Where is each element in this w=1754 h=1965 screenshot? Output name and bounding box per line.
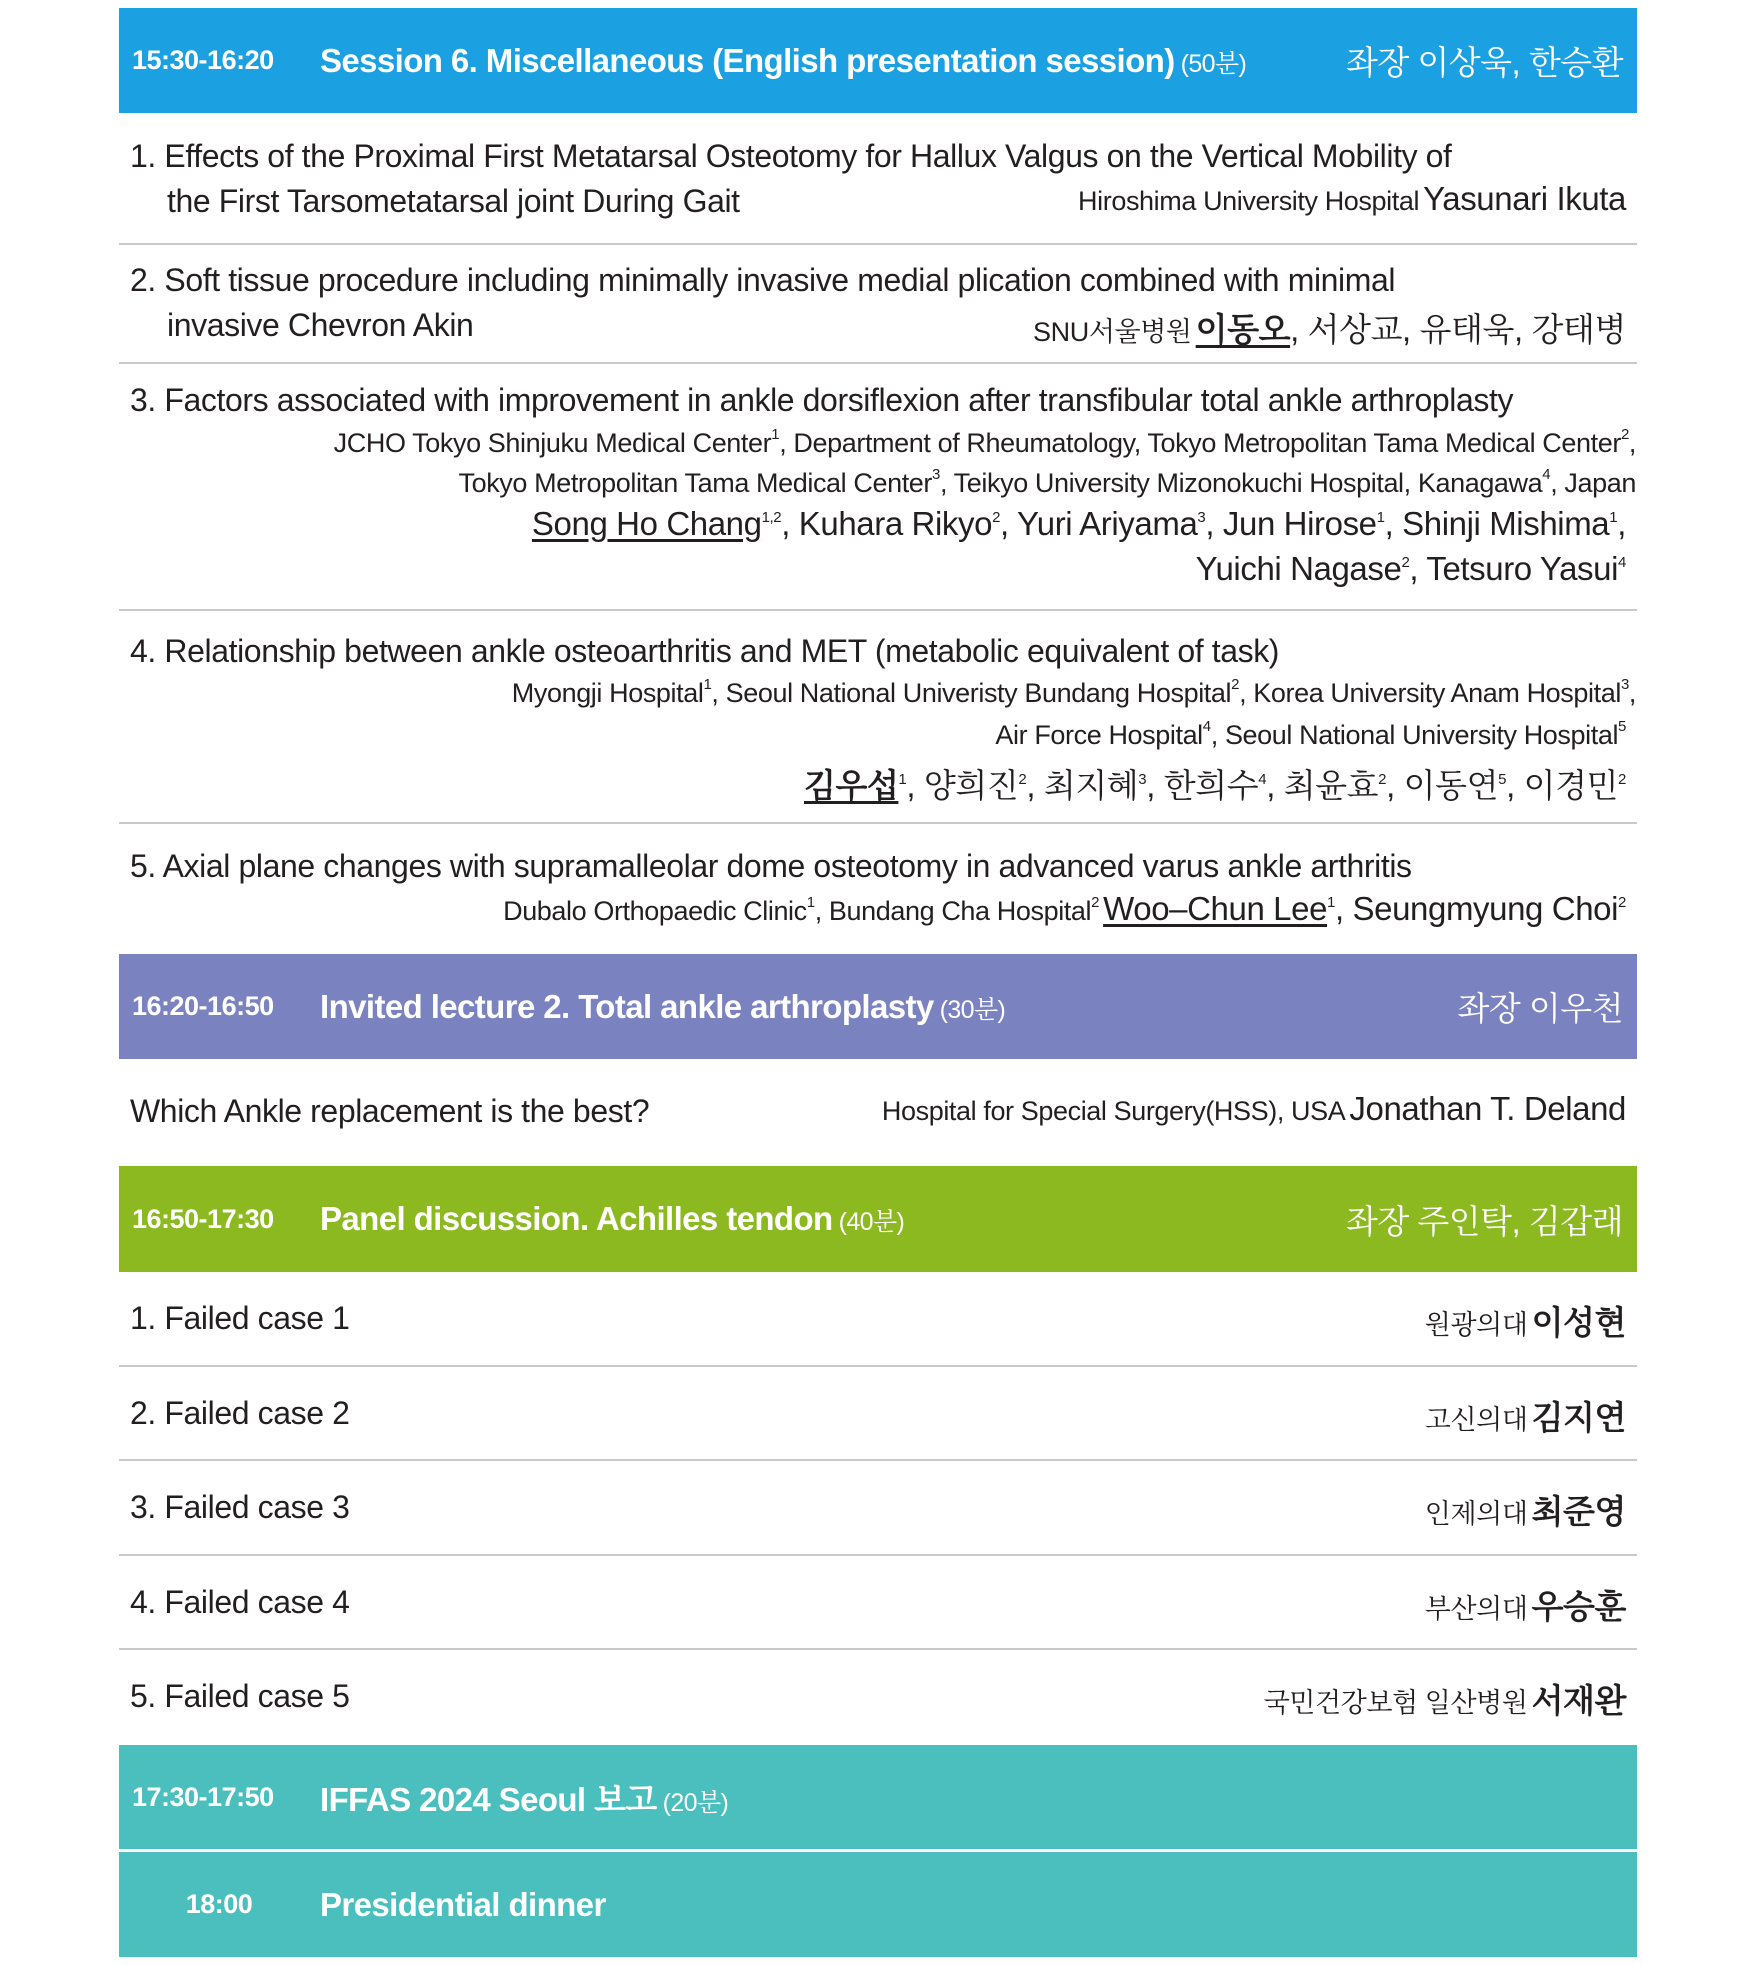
coauthors: , 서상교, 유태욱, 강태병 xyxy=(1290,311,1626,348)
panel-case-title: 1. Failed case 1 xyxy=(130,1300,350,1336)
session-title: IFFAS 2024 Seoul 보고 (20분) xyxy=(320,1780,729,1818)
session-time: 17:30-17:50 xyxy=(132,1781,274,1812)
session-duration: (50분) xyxy=(1180,49,1247,78)
session-time: 16:20-16:50 xyxy=(132,991,274,1021)
panel-case-byline: 원광의대 이성현 xyxy=(1424,1304,1626,1341)
talk-3-authors-1: Song Ho Chang$^{1,2}$, Kuhara Rikyo$^2$, Yuri Ariyama$^3$, Jun Hirose$^1$, Shinji Mishima$^1$, xyxy=(531,505,1626,542)
talk-5-title: 5. Axial plane changes with supramalleolar dome osteotomy in advanced varus ankle arthritis xyxy=(130,848,1412,884)
presenter: Woo–Chun Lee xyxy=(1103,890,1328,927)
talk-3-authors-2: Yuichi Nagase$^2$, Tetsuro Yasui$^4$ xyxy=(1195,550,1626,587)
session-title: Invited lecture 2. Total ankle arthroplasty (30분) xyxy=(320,987,1006,1025)
presenter: 이성현 xyxy=(1531,1304,1626,1341)
talk-3-affiliations-2: Tokyo Metropolitan Tama Medical Center$^3$, Teikyo University Mizonokuchi Hospital, Kanagawa$^4$, Japan xyxy=(458,466,1636,498)
presenter: 김우섭 xyxy=(803,767,899,804)
presenter: 최준영 xyxy=(1531,1493,1626,1530)
divider xyxy=(119,1459,1637,1461)
presenter: 우승훈 xyxy=(1531,1588,1626,1625)
presenter: Jonathan T. Deland xyxy=(1349,1090,1626,1127)
session-duration: (20분) xyxy=(662,1788,729,1817)
iffas-report-header xyxy=(119,1745,1637,1849)
divider xyxy=(119,609,1637,611)
talk-2-title-line2: invasive Chevron Akin xyxy=(167,307,474,343)
presenter: 이동오 xyxy=(1195,311,1291,348)
panel-case-title: 4. Failed case 4 xyxy=(130,1584,350,1620)
invited-talk-byline xyxy=(882,1090,1626,1128)
panel-case-title: 5. Failed case 5 xyxy=(130,1678,350,1714)
session-title: Panel discussion. Achilles tendon (40분) xyxy=(320,1200,905,1237)
presenter: 김지연 xyxy=(1531,1399,1626,1436)
session-duration: (40분) xyxy=(838,1208,905,1236)
session-chair: 좌장 이우천 xyxy=(1457,990,1623,1027)
talk-4-title: 4. Relationship between ankle osteoarthritis and MET (metabolic equivalent of task) xyxy=(130,633,1280,669)
presenter: Song Ho Chang xyxy=(531,505,762,542)
talk-5-byline: Dubalo Orthopaedic Clinic$^1$, Bundang Cha Hospital$^2$ Woo–Chun Lee$^1$, Seungmyung Choi$^2$ xyxy=(503,890,1626,927)
session-title: Session 6. Miscellaneous (English presentation session) (50분) xyxy=(320,41,1247,79)
talk-3-title: 3. Factors associated with improvement in ankle dorsiflexion after transfibular total ankle arthroplasty xyxy=(130,382,1514,418)
session-duration: (30분) xyxy=(939,995,1006,1024)
presidential-dinner-header xyxy=(119,1852,1637,1957)
panel-case-title: 3. Failed case 3 xyxy=(130,1489,350,1525)
talk-3-affiliations-1: JCHO Tokyo Shinjuku Medical Center$^1$, Department of Rheumatology, Tokyo Metropolitan Tama Medical Center$^2$, xyxy=(333,426,1636,458)
panel-discussion-header xyxy=(119,1166,1637,1272)
talk-1-byline xyxy=(1078,180,1626,218)
affiliation: Hospital for Special Surgery(HSS), USA xyxy=(881,1096,1346,1126)
presenter: Yasunari Ikuta xyxy=(1423,180,1626,217)
talk-1-title-line2: the First Tarsometatarsal joint During Gait xyxy=(167,183,740,219)
talk-2-byline xyxy=(1033,304,1626,351)
divider xyxy=(119,1648,1637,1650)
divider xyxy=(119,1554,1637,1556)
divider xyxy=(119,362,1637,364)
divider xyxy=(119,822,1637,824)
talk-1-title-line1: 1. Effects of the Proximal First Metatarsal Osteotomy for Hallux Valgus on the Vertical Mobility of xyxy=(130,138,1452,174)
session-time: 15:30-16:20 xyxy=(132,45,274,75)
panel-case-byline: 국민건강보험 일산병원 서재완 xyxy=(1263,1682,1626,1719)
session-chair: 좌장 주인탁, 김갑래 xyxy=(1345,1202,1623,1240)
divider xyxy=(119,243,1637,245)
session-title: Presidential dinner xyxy=(320,1885,606,1923)
affiliation: Hiroshima University Hospital xyxy=(1078,186,1420,216)
panel-case-byline: 고신의대 김지연 xyxy=(1424,1399,1626,1436)
session-time: 16:50-17:30 xyxy=(132,1203,274,1234)
talk-4-affiliations-1: Myongji Hospital$^1$, Seoul National Univeristy Bundang Hospital$^2$, Korea University Anam Hospital$^3$, xyxy=(511,676,1636,708)
invited-talk-title: Which Ankle replacement is the best? xyxy=(130,1093,650,1129)
talk-2-title-line1: 2. Soft tissue procedure including minimally invasive medial plication combined with minimal xyxy=(130,262,1396,298)
presenter: 서재완 xyxy=(1531,1682,1626,1719)
talk-4-affiliations-2: Air Force Hospital$^4$, Seoul National University Hospital$^5$ xyxy=(995,718,1626,750)
session-chair: 좌장 이상욱, 한승환 xyxy=(1345,44,1623,81)
panel-case-byline: 인제의대 최준영 xyxy=(1424,1493,1626,1530)
session-6-header xyxy=(119,8,1637,113)
panel-case-title: 2. Failed case 2 xyxy=(130,1395,350,1431)
affiliation: SNU서울병원 xyxy=(1033,317,1192,347)
divider xyxy=(119,1365,1637,1367)
talk-4-authors: 김우섭$^1$, 양희진$^2$, 최지혜$^3$, 한희수$^4$, 최윤효$^2$, 이동연$^5$, 이경민$^2$ xyxy=(803,767,1626,804)
invited-lecture-header xyxy=(119,954,1637,1059)
session-time: 18:00 xyxy=(185,1889,253,1919)
panel-case-byline: 부산의대 우승훈 xyxy=(1424,1588,1626,1625)
